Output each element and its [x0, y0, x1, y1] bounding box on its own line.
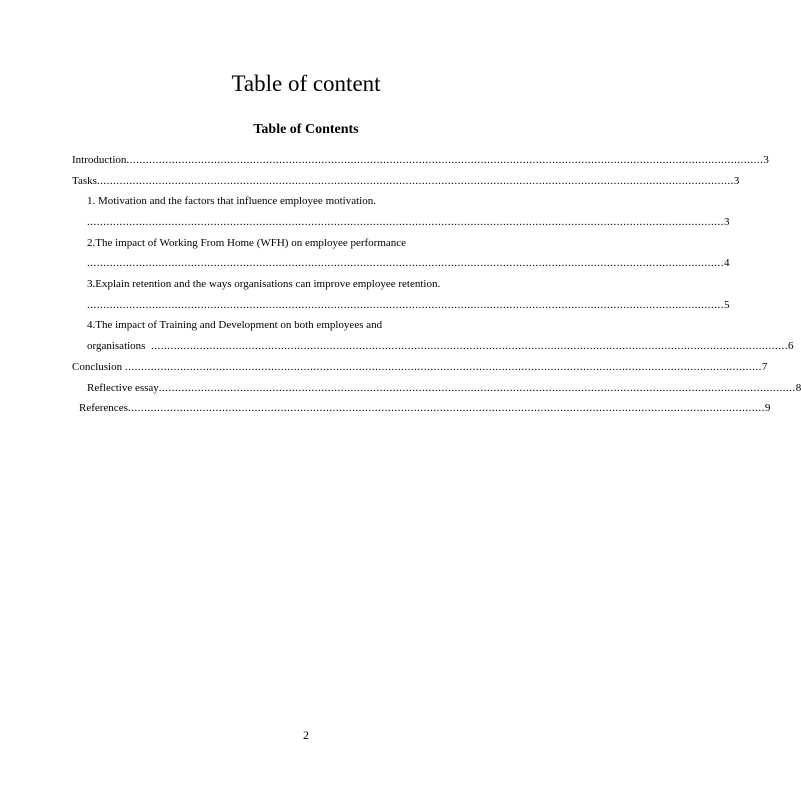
toc-heading: Table of Contents — [253, 122, 359, 137]
page-title: Table of content — [231, 71, 381, 96]
dot-leader: .................................................................................................................................................................................................... — [87, 299, 724, 311]
toc-entry-label: 4.The impact of Training and Development on both employees and — [87, 319, 383, 331]
dot-leader: .................................................................................................................................................................................................... — [87, 216, 724, 228]
toc-entry-motivation[interactable] — [87, 194, 541, 208]
toc-entry-retention-leader[interactable] — [87, 298, 730, 312]
dot-leader: .................................................................................................................................................................................................... — [124, 361, 762, 373]
toc-entry-label: Conclusion — [72, 361, 125, 373]
toc-entry-training[interactable] — [87, 318, 541, 332]
toc-entry-label: References — [79, 402, 128, 414]
toc-entry-label-continued: organisations — [87, 340, 151, 352]
toc-entry-tasks[interactable] — [72, 174, 740, 188]
toc-entry-wfh-leader[interactable] — [87, 256, 730, 270]
toc-entry-page: 9 — [764, 402, 771, 414]
toc-entry-page: 3 — [724, 216, 730, 228]
toc-entry-wfh[interactable] — [87, 236, 541, 250]
dot-leader: .................................................................................................................................................................................................... — [126, 154, 764, 166]
toc-entry-label: 1. Motivation and the factors that influence employee motivation. — [87, 195, 376, 207]
toc-entry-training-leader[interactable] — [87, 339, 794, 353]
dot-leader: .................................................................................................................................................................................................... — [158, 382, 796, 394]
toc-entry-page: 7 — [761, 361, 768, 373]
toc-entry-page: 3 — [763, 154, 769, 166]
toc-entry-reflective-essay[interactable] — [87, 381, 801, 395]
toc-entry-conclusion[interactable] — [72, 360, 768, 374]
toc-entry-introduction[interactable] — [72, 153, 769, 167]
toc-entry-label: Reflective essay — [87, 382, 159, 394]
toc-entry-page: 5 — [724, 299, 730, 311]
toc-entry-label: 2.The impact of Working From Home (WFH) on employee performance — [87, 237, 407, 249]
dot-leader: .................................................................................................................................................................................................... — [96, 175, 734, 187]
toc-entry-page: 3 — [733, 175, 740, 187]
dot-leader: .................................................................................................................................................................................................... — [87, 257, 724, 269]
toc-entry-page: 8 — [795, 382, 801, 394]
dot-leader: .................................................................................................................................................................................................... — [127, 402, 765, 414]
toc-entry-motivation-leader[interactable] — [87, 215, 730, 229]
toc-entry-retention[interactable] — [87, 277, 541, 291]
toc-entry-label: Tasks — [72, 175, 97, 187]
toc-entry-label: 3.Explain retention and the ways organisations can improve employee retention. — [87, 278, 441, 290]
toc-entry-page: 6 — [787, 340, 794, 352]
toc-entry-page: 4 — [724, 257, 730, 269]
toc-entry-label: Introduction — [72, 154, 127, 166]
page-number: 2 — [303, 728, 309, 742]
toc-entry-references[interactable] — [79, 401, 771, 415]
dot-leader: .................................................................................................................................................................................................... — [150, 340, 788, 352]
